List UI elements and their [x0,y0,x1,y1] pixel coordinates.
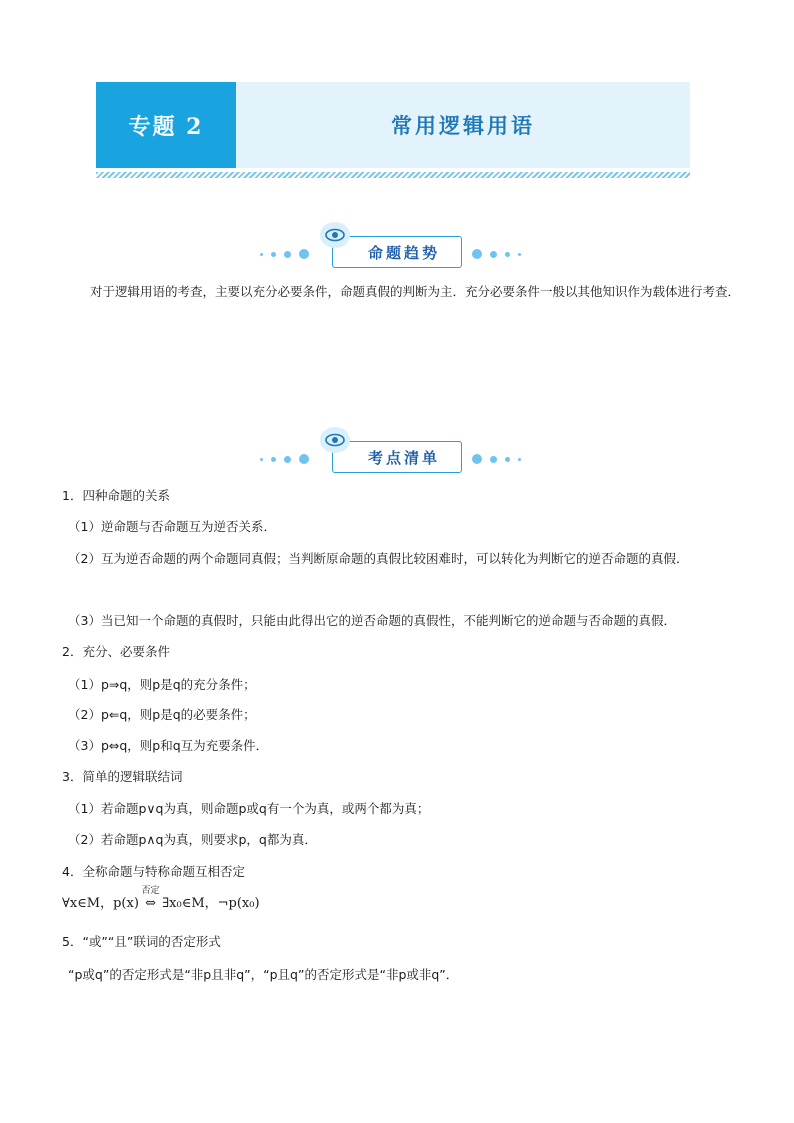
topic-banner [96,82,690,168]
decor-dots-left [260,249,309,259]
item-1-1: （1）逆命题与否命题互为逆否关系． [68,519,276,534]
page-title: 常用逻辑用语 [391,114,535,138]
item-5-1: “p或q”的否定形式是“非p且非q”，“p且q”的否定形式是“非p或非q”． [68,967,459,982]
decor-dots-right [472,454,521,464]
section-title: 命题趋势 [367,243,440,262]
formula-arrow-label: 否定 [141,886,160,896]
item-heading-2: 2．充分、必要条件 [62,644,170,659]
negation-formula [62,886,260,911]
section-title: 考点清单 [367,448,440,467]
item-heading-4: 4．全称命题与特称命题互相否定 [62,864,245,879]
item-1-2: （2）互为逆否命题的两个命题同真假；当判断原命题的真假比较困难时，可以转化为判断它的逆否命题的真假． [68,551,689,566]
item-heading-1: 1．四种命题的关系 [62,488,170,503]
double-arrow-icon: ⇔ [145,896,156,911]
formula-left: ∀x∈M，p(x) [62,896,139,911]
formula-arrow [141,886,160,911]
trend-paragraph: 对于逻辑用语的考查，主要以充分必要条件，命题真假的判断为主．充分必要条件一般以其他知识作为载体进行考查． [90,284,741,299]
item-2-1: （1）p⇒q，则p是q的充分条件； [68,677,256,692]
banner-divider [96,172,690,178]
eye-icon [320,222,350,248]
item-1-3: （3）当已知一个命题的真假时，只能由此得出它的逆否命题的真假性，不能判断它的逆命题与否命题的真假． [68,613,676,628]
eye-icon [320,427,350,453]
item-heading-3: 3．简单的逻辑联结词 [62,769,183,784]
section-title-box [332,236,462,268]
decor-dots-right [472,249,521,259]
section-header-checklist [250,427,540,477]
item-2-3: （3）p⇔q，则p和q互为充要条件． [68,738,269,753]
section-header-trend [250,222,540,272]
section-title-box [332,441,462,473]
item-3-1: （1）若命题p∨q为真，则命题p或q有一个为真，或两个都为真； [68,801,430,816]
formula-right: ∃x₀∈M，¬p(x₀) [162,896,260,911]
item-3-2: （2）若命题p∧q为真，则要求p，q都为真． [68,832,317,847]
topic-label-block [96,82,236,168]
item-2-2: （2）p⇐q，则p是q的必要条件； [68,707,256,722]
topic-label: 专题 2 [128,113,204,140]
decor-dots-left [260,454,309,464]
topic-title-block [236,82,690,168]
item-heading-5: 5．“或”“且”联词的否定形式 [62,934,221,949]
